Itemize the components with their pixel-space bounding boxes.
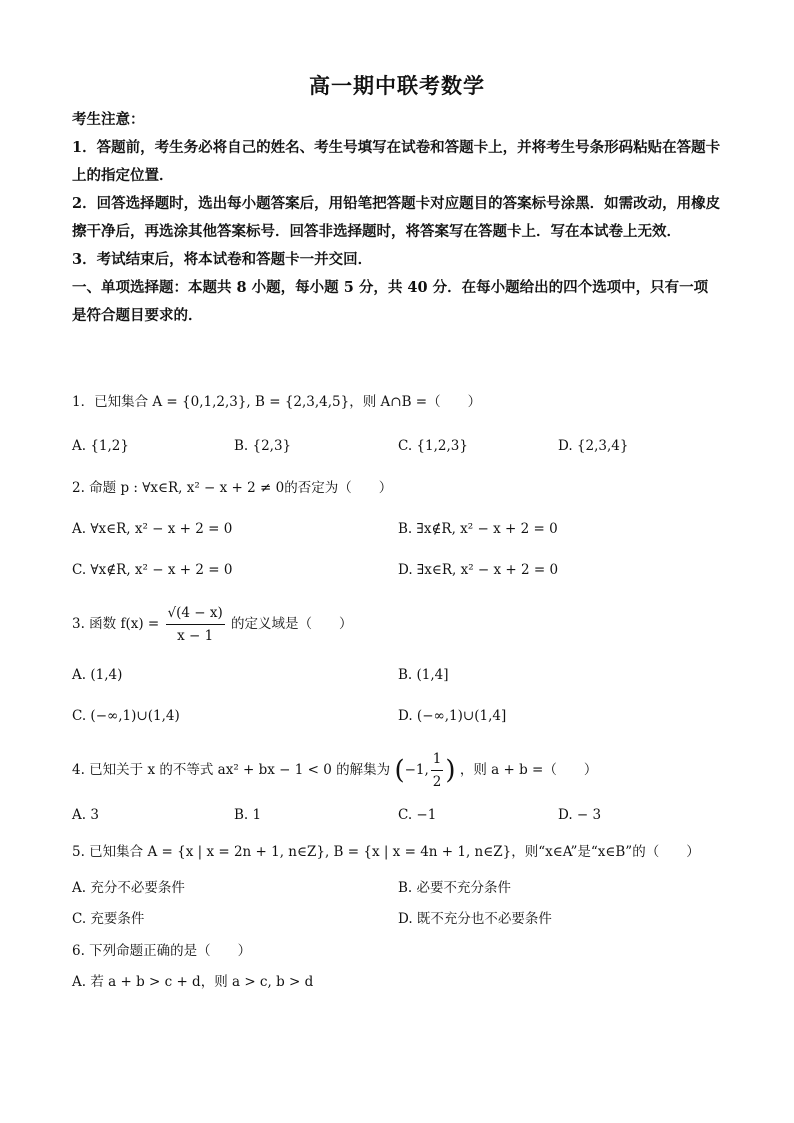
q4-fraction-numerator: 1	[431, 748, 444, 771]
q4-close-paren: )	[445, 755, 456, 786]
q5-option-d[interactable]: D. 既不充分也不必要条件	[398, 911, 552, 927]
q1-option-a[interactable]: A. {1,2}	[72, 438, 129, 454]
q2-option-b[interactable]: B. ∃x∉R, x² − x + 2 = 0	[398, 521, 558, 537]
q2-option-a[interactable]: A. ∀x∈R, x² − x + 2 = 0	[72, 521, 233, 537]
q5-option-a[interactable]: A. 充分不必要条件	[72, 880, 185, 896]
question-1-stem: 1．已知集合 A = {0,1,2,3}, B = {2,3,4,5}，则 A∩B =（ ）	[72, 394, 482, 410]
q5-option-b[interactable]: B. 必要不充分条件	[398, 880, 512, 896]
q3-fraction-denominator: x − 1	[177, 628, 214, 644]
section-heading: 一、单项选择题：本题共 8 小题，每小题 5 分，共 40 分．在每小题给出的四个选项中，只有一项是符合题目要求的．	[72, 279, 709, 324]
q4-option-d[interactable]: D. − 3	[558, 807, 602, 823]
notice-item-3: 3．考试结束后，将本试卷和答题卡一并交回．	[72, 251, 373, 268]
q5-option-c[interactable]: C. 充要条件	[72, 911, 145, 927]
q2-option-c[interactable]: C. ∀x∉R, x² − x + 2 = 0	[72, 562, 233, 578]
q4-option-c[interactable]: C. −1	[398, 807, 437, 823]
q3-option-d[interactable]: D. (−∞,1)∪(1,4]	[398, 708, 507, 724]
question-5-stem: 5. 已知集合 A = {x | x = 2n + 1, n∈Z}, B = {x | x = 4n + 1, n∈Z}，则“x∈A”是“x∈B”的（ ）	[72, 844, 700, 860]
q4-stem-post: ，则 a + b =（ ）	[459, 762, 598, 778]
q4-open-paren: (	[394, 755, 405, 786]
q4-option-a[interactable]: A. 3	[72, 807, 99, 823]
q4-fraction	[431, 748, 444, 793]
q1-option-c[interactable]: C. {1,2,3}	[398, 438, 468, 454]
q3-option-a[interactable]: A. (1,4)	[72, 667, 123, 683]
q2-option-d[interactable]: D. ∃x∈R, x² − x + 2 = 0	[398, 562, 559, 578]
notice-item-1: 1．答题前，考生务必将自己的姓名、考生号填写在试卷和答题卡上，并将考生号条形码粘贴在答题卡上的指定位置．	[72, 139, 721, 184]
q3-fraction	[166, 602, 225, 647]
question-6-stem: 6. 下列命题正确的是（ ）	[72, 943, 252, 959]
q4-stem-pre: 4. 已知关于 x 的不等式 ax² + bx − 1 < 0 的解集为	[72, 762, 391, 778]
question-2-stem: 2. 命题 p : ∀x∈R, x² − x + 2 ≠ 0的否定为（ ）	[72, 480, 393, 496]
q4-option-b[interactable]: B. 1	[234, 807, 262, 823]
notice-item-2: 2．回答选择题时，选出每小题答案后，用铅笔把答题卡对应题目的答案标号涂黑．如需改动，用橡皮擦干净后，再选涂其他答案标号．回答非选择题时，将答案写在答题卡上．写在本试卷上无效．	[72, 195, 721, 240]
question-3-stem	[72, 602, 353, 647]
q6-option-a[interactable]: A. 若 a + b > c + d，则 a > c, b > d	[72, 974, 314, 990]
q3-stem-pre: 3. 函数 f(x) =	[72, 616, 160, 632]
q3-stem-post: 的定义域是（ ）	[231, 616, 353, 632]
notice-block	[72, 106, 722, 330]
q1-option-b[interactable]: B. {2,3}	[234, 438, 292, 454]
q3-fraction-numerator: √(4 − x)	[166, 602, 225, 625]
page-title: 高一期中联考数学	[309, 73, 485, 98]
q3-option-c[interactable]: C. (−∞,1)∪(1,4)	[72, 708, 180, 724]
q3-option-b[interactable]: B. (1,4]	[398, 667, 449, 683]
q1-option-d[interactable]: D. {2,3,4}	[558, 438, 629, 454]
question-4-stem	[72, 748, 597, 793]
q4-fraction-denominator: 2	[432, 774, 442, 790]
notice-heading: 考生注意：	[72, 111, 145, 128]
q4-interval-left: −1,	[404, 762, 429, 778]
